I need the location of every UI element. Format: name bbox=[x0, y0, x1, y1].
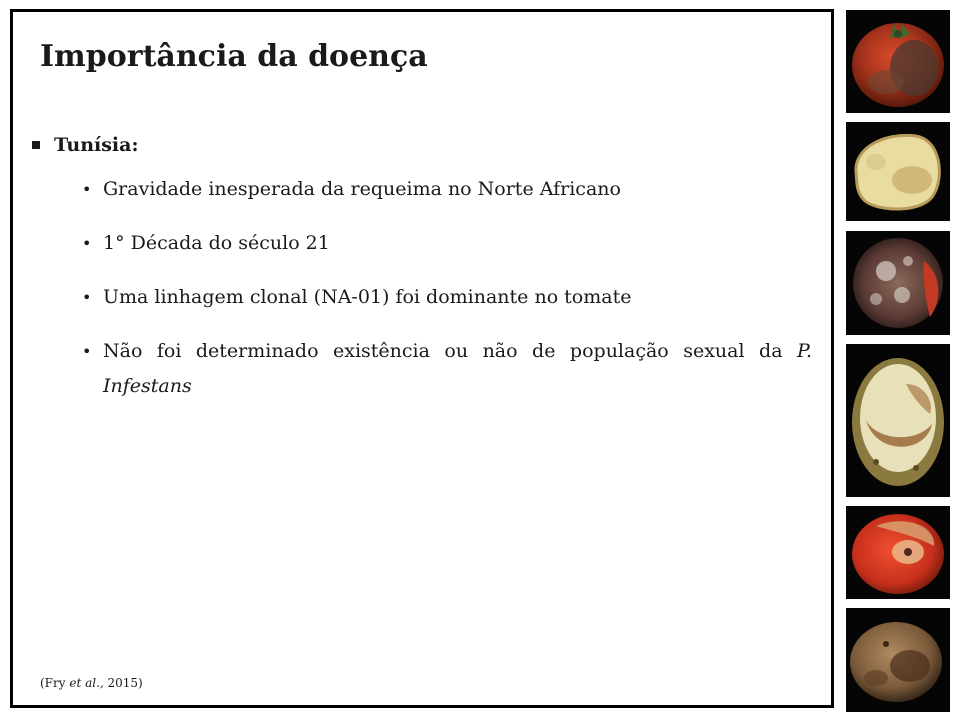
species-name: P. Infestans bbox=[103, 340, 812, 397]
bullet-list bbox=[32, 172, 812, 404]
blighted-tomato-photo bbox=[846, 10, 950, 113]
infected-potato-photo bbox=[846, 608, 950, 712]
list-item bbox=[32, 334, 812, 404]
slide-frame bbox=[10, 9, 834, 708]
list-item bbox=[32, 280, 812, 315]
potato-slice-photo bbox=[846, 122, 950, 221]
bullet-dot-icon: • bbox=[82, 180, 92, 199]
section-label: Tunísia: bbox=[54, 134, 139, 156]
bullet-text: Não foi determinado existência ou não de população sexual da bbox=[103, 340, 798, 362]
cut-potato-photo bbox=[846, 344, 950, 497]
section-heading bbox=[32, 134, 812, 156]
citation-etal: et al., bbox=[69, 676, 104, 690]
bullet-dot-icon: • bbox=[82, 288, 92, 307]
citation: (Fry et al., 2015) bbox=[40, 676, 143, 690]
bullet-text: 1° Década do século 21 bbox=[103, 232, 330, 254]
rotting-tomato-photo bbox=[846, 231, 950, 335]
bullet-text: Uma linhagem clonal (NA-01) foi dominante no tomate bbox=[103, 286, 632, 308]
square-bullet-icon bbox=[32, 141, 40, 149]
bullet-dot-icon: • bbox=[82, 342, 92, 361]
slide-title: Importância da doença bbox=[40, 39, 428, 74]
list-item bbox=[32, 226, 812, 261]
content-section bbox=[32, 134, 812, 423]
bullet-text: Gravidade inesperada da requeima no Norte Africano bbox=[103, 178, 621, 200]
bullet-dot-icon: • bbox=[82, 234, 92, 253]
list-item bbox=[32, 172, 812, 207]
lesioned-tomato-photo bbox=[846, 506, 950, 599]
